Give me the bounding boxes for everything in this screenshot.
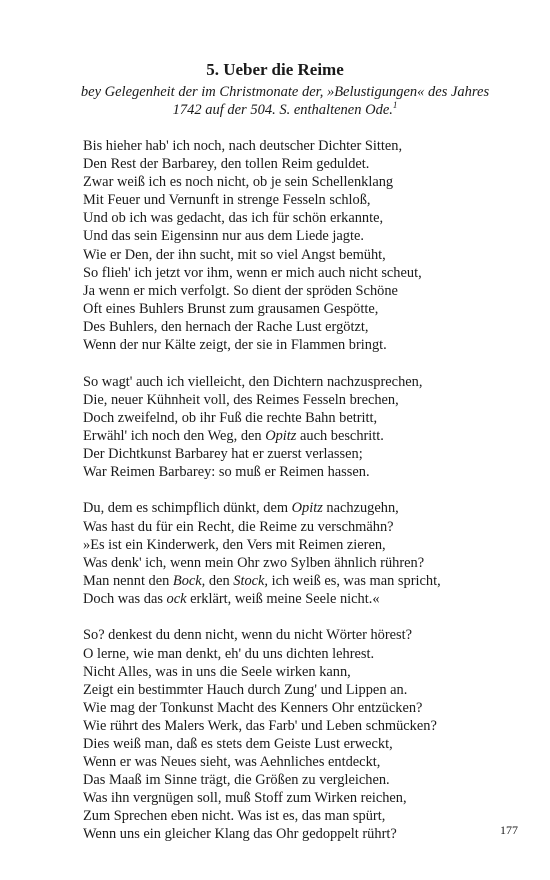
poem-title: 5. Ueber die Reime xyxy=(206,60,344,79)
poem-line xyxy=(83,264,528,282)
stanza-1 xyxy=(83,137,528,354)
line-text: Oft eines Buhlers Brunst zum grausamen Gespötte, xyxy=(83,300,379,317)
poem-line xyxy=(83,771,528,789)
poem-line xyxy=(83,373,528,391)
stanza-2 xyxy=(83,373,528,482)
line-text: So flieh' ich jetzt vor ihm, wenn er mich auch nicht scheut, xyxy=(83,264,422,281)
poem-line xyxy=(83,699,528,717)
line-text: Und das sein Eigensinn nur aus dem Liede jagte. xyxy=(83,228,364,245)
line-text: Nicht Alles, was in uns die Seele wirken kann, xyxy=(83,663,351,680)
poem-line xyxy=(83,209,528,227)
line-text: Wenn er was Neues sieht, was Aehnliches entdeckt, xyxy=(83,754,381,771)
stanza-4 xyxy=(83,626,528,843)
poem-line xyxy=(83,427,528,445)
poem-line xyxy=(83,282,528,300)
poem-line xyxy=(83,753,528,771)
line-text: Man nennt den xyxy=(83,572,173,589)
poem-line xyxy=(83,789,528,807)
poem-line xyxy=(83,717,528,735)
poem-line xyxy=(83,409,528,427)
line-text: Bis hieher hab' ich noch, nach deutscher Dichter Sitten, xyxy=(83,138,403,154)
line-text: Der Dichtkunst Barbarey hat er zuerst verlassen; xyxy=(83,445,363,462)
poem-line xyxy=(83,518,528,536)
poem-body xyxy=(83,137,528,862)
line-text: So wagt' auch ich vielleicht, den Dichtern nachzusprechen, xyxy=(83,373,423,390)
line-text: nachzugehn, xyxy=(322,500,399,517)
poem-line xyxy=(83,173,528,191)
page-number: 177 xyxy=(500,823,518,837)
line-text: Des Buhlers, den hernach der Rache Lust ergötzt, xyxy=(83,318,369,335)
poem-line xyxy=(83,536,528,554)
line-text: So? denkest du denn nicht, wenn du nicht Wörter hörest? xyxy=(83,627,413,644)
poem-line xyxy=(83,626,528,644)
line-text: erklärt, weiß meine Seele nicht.« xyxy=(186,590,380,607)
poem-line xyxy=(83,227,528,245)
line-text: Du, dem es schimpflich dünkt, dem xyxy=(83,500,292,517)
poem-line xyxy=(83,735,528,753)
poem-line xyxy=(83,445,528,463)
line-text: Wenn uns ein gleicher Klang das Ohr gedoppelt rührt? xyxy=(83,826,397,843)
subtitle-line-2: 1742 auf der 504. S. enthaltenen Ode. xyxy=(172,101,393,118)
poem-line xyxy=(83,645,528,663)
poem-line xyxy=(83,463,528,481)
poem-line xyxy=(83,807,528,825)
poem-line xyxy=(83,336,528,354)
italic-text: Bock, xyxy=(172,572,206,589)
line-text: »Es ist ein Kinderwerk, den Vers mit Reimen zieren, xyxy=(83,536,386,553)
line-text: den xyxy=(205,572,234,589)
poem-line xyxy=(83,155,528,173)
poem-line xyxy=(83,499,528,517)
line-text: Die, neuer Kühnheit voll, des Reimes Fesseln brechen, xyxy=(83,391,399,408)
line-text: Wie er Den, der ihn sucht, mit so viel Angst bemüht, xyxy=(83,246,386,263)
line-text: Und ob ich was gedacht, das ich für schön erkannte, xyxy=(83,210,384,227)
line-text: Doch zweifelnd, ob ihr Fuß die rechte Bahn betritt, xyxy=(83,409,378,426)
line-text: Zwar weiß ich es noch nicht, ob je sein Schellenklang xyxy=(83,174,394,191)
poem-line xyxy=(83,300,528,318)
line-text: Wie mag der Tonkunst Macht des Kenners Ohr entzücken? xyxy=(83,699,423,716)
line-text: O lerne, wie man denkt, eh' du uns dichten lehrest. xyxy=(83,645,375,662)
line-text: Dies weiß man, daß es stets dem Geiste Lust erweckt, xyxy=(83,735,393,752)
line-text: Den Rest der Barbarey, den tollen Reim geduldet. xyxy=(83,156,370,173)
poem-line xyxy=(83,554,528,572)
poem-subtitle xyxy=(60,84,510,119)
line-text: War Reimen Barbarey: so muß er Reimen hassen. xyxy=(83,463,370,480)
poem-line xyxy=(83,681,528,699)
italic-text: Opitz xyxy=(291,500,323,517)
footnote-marker: 1 xyxy=(392,99,398,110)
italic-text: Stock, xyxy=(233,572,269,589)
line-text: Mit Feuer und Vernunft in strenge Fesseln schloß, xyxy=(83,192,371,209)
poem-line xyxy=(83,663,528,681)
line-text: Das Maaß im Sinne trägt, die Größen zu vergleichen. xyxy=(83,772,390,789)
poem-line xyxy=(83,391,528,409)
line-text: auch beschritt. xyxy=(296,427,384,444)
line-text: Wie rührt des Malers Werk, das Farb' und Leben schmücken? xyxy=(83,717,437,734)
line-text: ich weiß es, was man spricht, xyxy=(268,572,441,589)
line-text: Was ihn vergnügen soll, muß Stoff zum Wirken reichen, xyxy=(83,790,407,807)
poem-line xyxy=(83,825,528,843)
line-text: Erwähl' ich noch den Weg, den xyxy=(83,427,266,444)
line-text: Ja wenn er mich verfolgt. So dient der spröden Schöne xyxy=(83,282,398,299)
line-text: Doch was das xyxy=(83,590,167,607)
poem-line xyxy=(83,191,528,209)
subtitle-line-1: bey Gelegenheit der im Christmonate der, »Belustigungen« des Jahres xyxy=(80,84,490,100)
line-text: Wenn der nur Kälte zeigt, der sie in Flammen bringt. xyxy=(83,337,387,354)
poem-line xyxy=(83,318,528,336)
italic-text: ock xyxy=(166,590,187,607)
line-text: Zum Sprechen eben nicht. Was ist es, das man spürt, xyxy=(83,808,386,825)
poem-line xyxy=(83,246,528,264)
italic-text: Opitz xyxy=(265,427,297,444)
poem-line xyxy=(83,137,528,155)
poem-line xyxy=(83,590,528,608)
stanza-3 xyxy=(83,499,528,608)
line-text: Was denk' ich, wenn mein Ohr zwo Sylben ähnlich rühren? xyxy=(83,554,425,571)
poem-line xyxy=(83,572,528,590)
line-text: Zeigt ein bestimmter Hauch durch Zung' und Lippen an. xyxy=(83,681,408,698)
line-text: Was hast du für ein Recht, die Reime zu verschmähn? xyxy=(83,518,394,535)
